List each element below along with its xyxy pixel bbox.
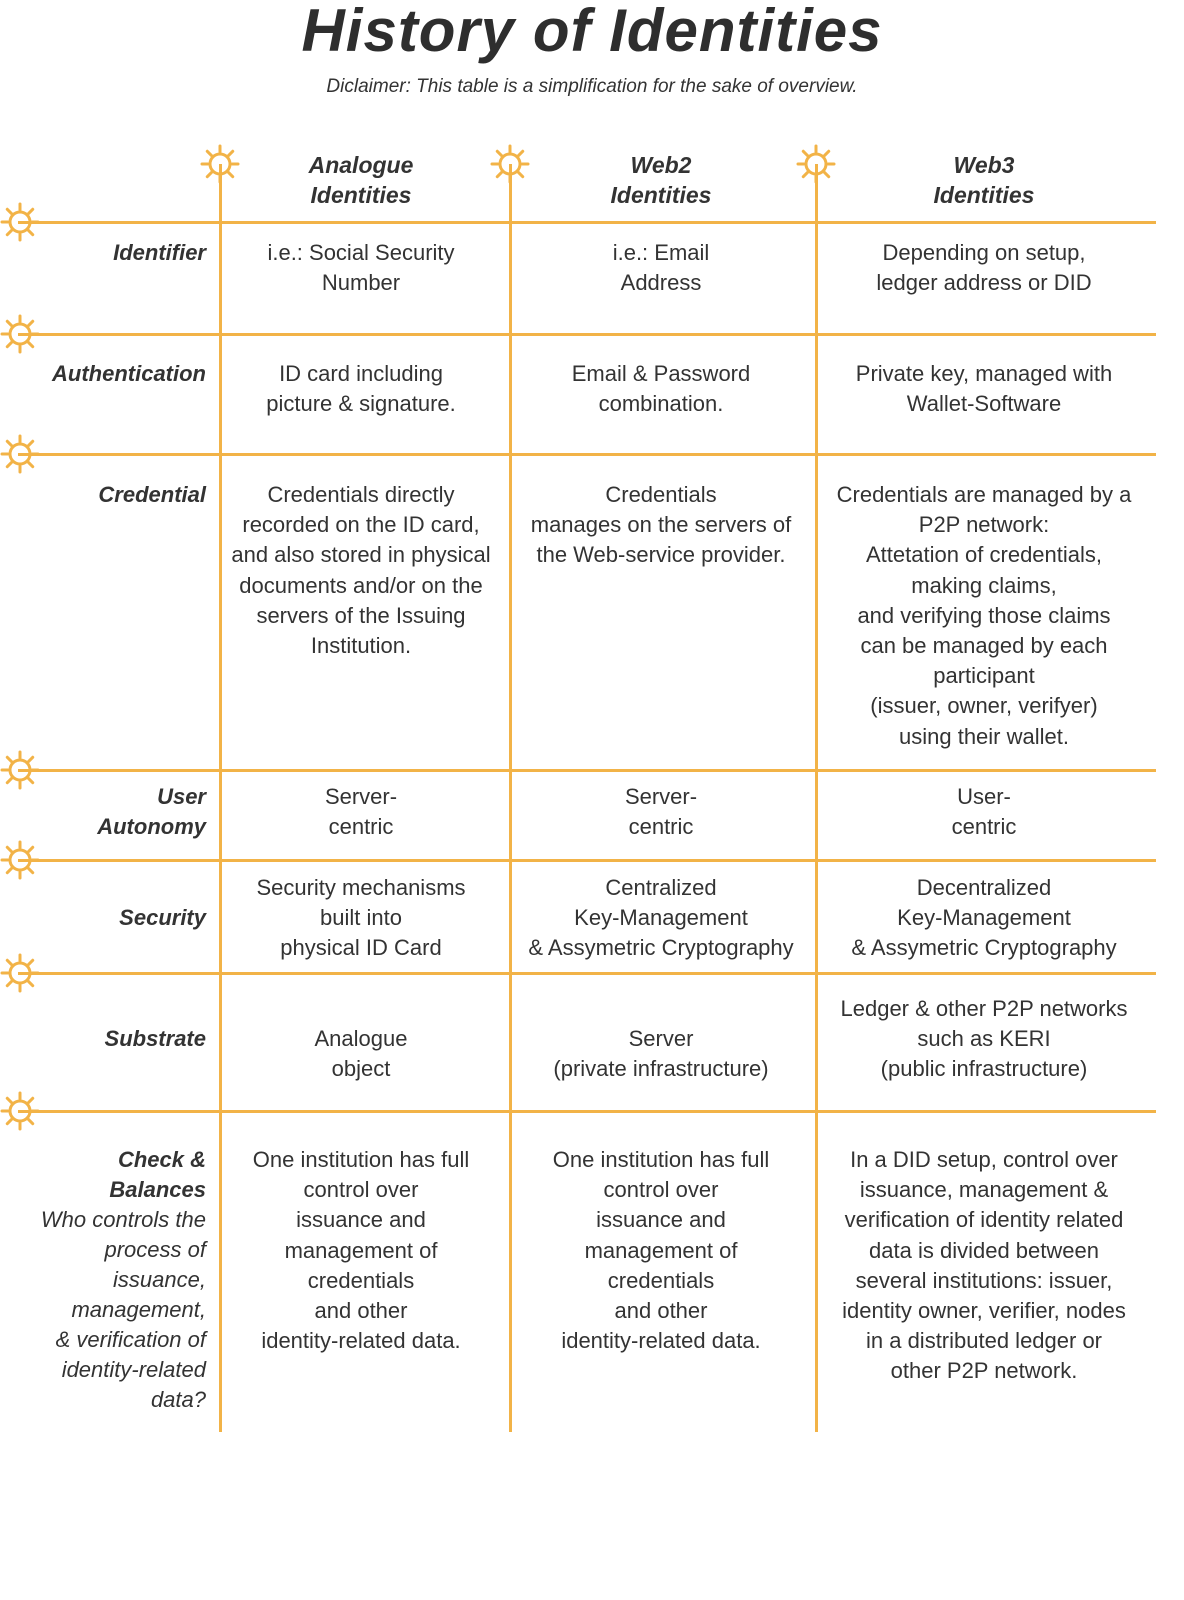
page-title: History of Identities [301,0,883,64]
table-cell: Private key, managed with Wallet-Software [855,361,1113,417]
sun-icon [0,953,40,993]
row-label-text: Substrate [104,1026,206,1051]
table-cell: Email & Password combination. [571,361,751,417]
table-cell: Depending on setup, ledger address or DID [876,240,1092,296]
row-label [10,1145,206,1415]
table-cell: Server- centric [624,784,698,840]
row-label-text: User Autonomy [97,784,206,839]
row-label [10,480,206,510]
row-label [10,1024,206,1054]
row-label [10,782,206,842]
sun-icon [0,314,40,354]
table-cell: ID card including picture & signature. [266,361,456,417]
table-cell: One institution has full control over issuance and management of credentials and other identity-related data. [552,1147,770,1354]
table-cell: Credentials directly recorded on the ID card, and also stored in physical documents and/or on the servers of the Issuing Institution. [231,482,491,659]
sun-icon [0,840,40,880]
disclaimer: Diclaimer: This table is a simplification for the sake of overview. [326,76,858,97]
table-cell: Decentralized Key-Management & Assymetric Cryptography [851,875,1117,961]
column-header: Web3 Identities [933,152,1035,208]
table-cell: Server- centric [324,784,398,840]
row-divider [18,972,1156,975]
table-cell: Security mechanisms built into physical ID Card [256,875,466,961]
row-divider [18,769,1156,772]
row-divider [18,333,1156,336]
row-label [10,903,206,933]
table-cell: Credentials manages on the servers of the Web-service provider. [530,482,792,568]
table-cell: Credentials are managed by a P2P network: Attetation of credentials, making claims, and verifying those claims can be managed by each participant (issuer, owner, verifyer) using their wallet. [836,482,1132,749]
row-divider [18,859,1156,862]
row-divider [18,1110,1156,1113]
table-cell: User- centric [951,784,1017,840]
row-label-text: Authentication [52,361,206,386]
row-label-text: Credential [98,482,206,507]
table-cell: In a DID setup, control over issuance, management & verification of identity related data is divided between several institutions: issuer, identity owner, verifier, nodes in a distributed ledger or other P2P network. [842,1147,1126,1384]
table-cell: i.e.: Social Security Number [267,240,455,296]
table-cell: Ledger & other P2P networks such as KERI (public infrastructure) [840,996,1128,1082]
row-divider [18,221,1156,224]
sun-icon [0,434,40,474]
table-cell: i.e.: Email Address [612,240,710,296]
table-cell: Server (private infrastructure) [553,1026,769,1082]
sun-icon [0,202,40,242]
row-label-text: Check & Balances [109,1147,206,1202]
row-sublabel: Who controls the process of issuance, management, & verification of identity-related data? [40,1207,206,1412]
column-header: Web2 Identities [610,152,712,208]
table-cell: Centralized Key-Management & Assymetric Cryptography [528,875,794,961]
row-label-text: Security [119,905,206,930]
table-cell: One institution has full control over issuance and management of credentials and other identity-related data. [252,1147,470,1354]
row-divider [18,453,1156,456]
row-label [10,238,206,268]
column-header: Analogue Identities [308,152,414,208]
row-label-text: Identifier [113,240,206,265]
column-divider [815,164,818,1432]
table-cell: Analogue object [314,1026,408,1082]
row-label [10,359,206,389]
sun-icon [0,1091,40,1131]
